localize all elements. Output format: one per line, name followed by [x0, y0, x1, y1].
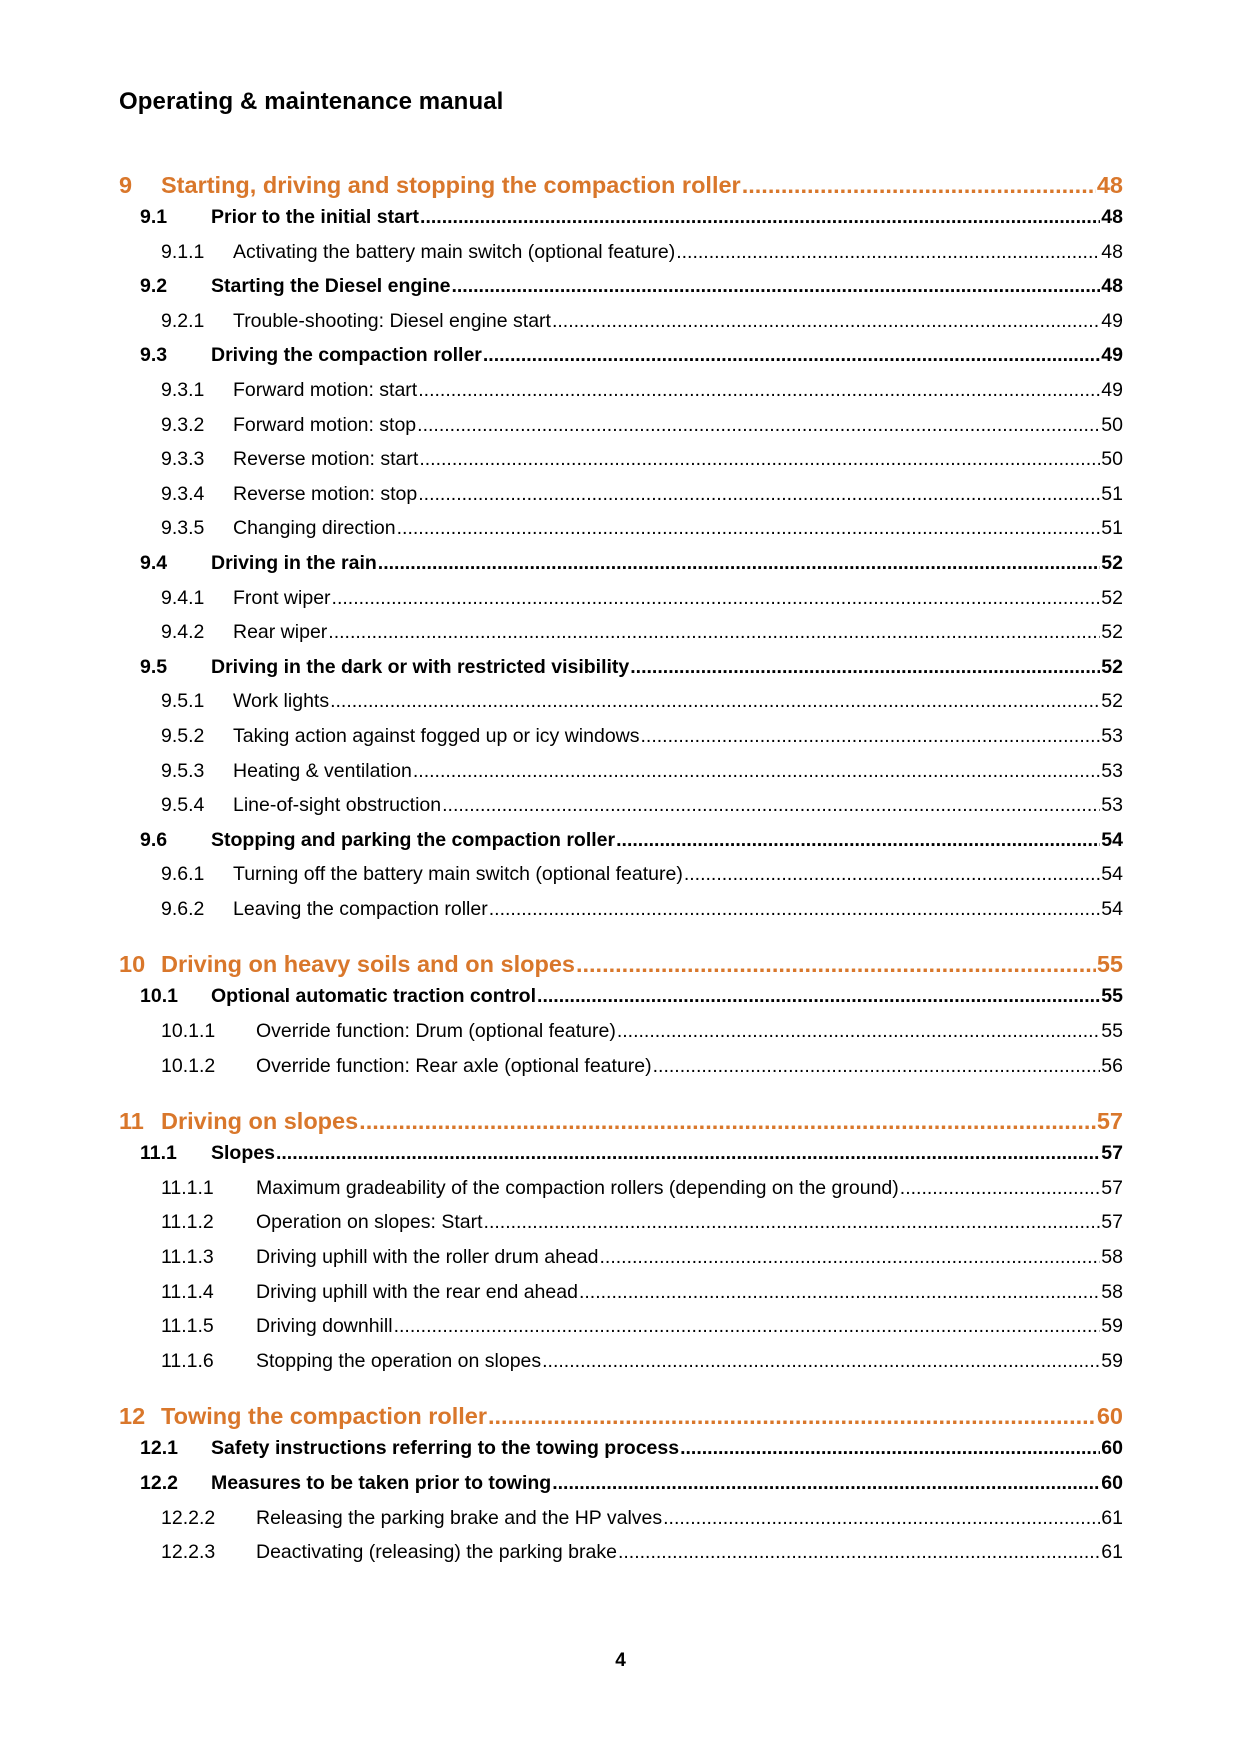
toc-entry-page: 56	[1101, 1054, 1123, 1077]
dot-leader	[328, 621, 1100, 644]
toc-subsection-entry[interactable]	[119, 1211, 1123, 1246]
toc-entry-number: 12.1	[140, 1437, 178, 1460]
dot-leader	[663, 1507, 1100, 1530]
toc-entry-page: 49	[1101, 309, 1123, 332]
toc-entry-page: 55	[1096, 951, 1123, 978]
toc-subsection-entry[interactable]	[119, 863, 1123, 898]
toc-entry-page: 53	[1101, 724, 1123, 747]
toc-entry-page: 53	[1101, 794, 1123, 817]
toc-subsection-entry[interactable]	[119, 1281, 1123, 1316]
toc-entry-title: Driving downhill	[256, 1315, 393, 1338]
dot-leader	[276, 1142, 1100, 1165]
toc-entry-number: 9.5	[140, 655, 168, 678]
toc-entry-title: Deactivating (releasing) the parking brake	[256, 1541, 617, 1564]
toc-entry-number: 9.3.1	[161, 378, 205, 401]
toc-entry-page: 57	[1096, 1108, 1123, 1135]
dot-leader	[618, 1541, 1100, 1564]
toc-entry-number: 9.3	[140, 344, 168, 367]
dot-leader	[442, 794, 1100, 817]
toc-chapter-entry[interactable]	[119, 1108, 1123, 1142]
dot-leader	[552, 1472, 1100, 1495]
toc-entry-page: 55	[1101, 1020, 1123, 1043]
toc-entry-title: Stopping the operation on slopes	[256, 1349, 542, 1372]
toc-entry-page: 57	[1101, 1211, 1123, 1234]
dot-leader	[742, 172, 1096, 199]
toc-entry-page: 48	[1101, 206, 1123, 228]
dot-leader	[900, 1177, 1101, 1200]
toc-entry-number: 9	[119, 172, 133, 198]
toc-entry-page: 60	[1101, 1472, 1123, 1494]
dot-leader	[600, 1246, 1101, 1269]
page-header: Operating & maintenance manual	[119, 88, 504, 115]
toc-entry-page: 48	[1101, 240, 1123, 263]
toc-subsection-entry[interactable]	[119, 794, 1123, 829]
toc-section-entry[interactable]	[119, 1472, 1123, 1507]
toc-entry-number: 9.2	[140, 275, 168, 298]
toc-entry-title: Reverse motion: start	[233, 448, 419, 471]
toc-entry-number: 9.6.2	[161, 897, 205, 920]
dot-leader	[489, 898, 1101, 921]
toc-entry-title: Line-of-sight obstruction	[233, 794, 442, 817]
toc-entry-number: 11.1.1	[161, 1176, 214, 1199]
toc-section-entry[interactable]	[119, 344, 1123, 379]
dot-leader	[684, 863, 1100, 886]
toc-entry-page: 50	[1101, 448, 1123, 471]
toc-entry-page: 50	[1101, 413, 1123, 436]
toc-section-entry[interactable]	[119, 1437, 1123, 1472]
toc-entry-number: 9.3.4	[161, 482, 205, 505]
toc-entry-title: Work lights	[233, 690, 330, 713]
dot-leader	[378, 552, 1101, 575]
toc-entry-title: Driving on heavy soils and on slopes	[161, 951, 575, 978]
dot-leader	[418, 379, 1100, 402]
toc-section-entry[interactable]	[119, 829, 1123, 864]
toc-entry-title: Driving in the rain	[211, 551, 377, 574]
toc-subsection-entry[interactable]	[119, 690, 1123, 725]
toc-section-entry[interactable]	[119, 656, 1123, 691]
dot-leader	[420, 206, 1100, 229]
toc-entry-number: 10	[119, 951, 146, 978]
toc-entry-number: 9.3.2	[161, 413, 205, 436]
dot-leader	[680, 1437, 1100, 1460]
toc-entry-title: Front wiper	[233, 586, 331, 609]
toc-entry-page: 57	[1101, 1176, 1123, 1199]
toc-subsection-entry[interactable]	[119, 414, 1123, 449]
dot-leader	[397, 517, 1101, 540]
toc-entry-page: 59	[1101, 1349, 1123, 1372]
toc-entry-number: 9.5.2	[161, 724, 205, 747]
page-number: 4	[615, 1650, 626, 1671]
toc-entry-page: 60	[1101, 1437, 1123, 1460]
toc-subsection-entry[interactable]	[119, 1350, 1123, 1385]
toc-entry-title: Safety instructions referring to the towing process	[211, 1437, 680, 1460]
toc-entry-title: Turning off the battery main switch (optional feature)	[233, 863, 683, 886]
toc-entry-number: 9.1.1	[161, 240, 205, 263]
toc-entry-number: 9.3.5	[161, 517, 205, 540]
toc-entry-page: 55	[1101, 985, 1123, 1008]
toc-entry-page: 58	[1101, 1246, 1123, 1269]
toc-entry-number: 9.3.3	[161, 448, 205, 471]
toc-chapter-entry[interactable]	[119, 951, 1123, 985]
dot-leader	[617, 1020, 1100, 1043]
dot-leader	[451, 275, 1100, 298]
toc-entry-title: Rear wiper	[233, 621, 328, 644]
toc-entry-title: Driving on slopes	[161, 1108, 359, 1135]
dot-leader	[394, 1315, 1101, 1338]
toc-entry-number: 9.5.1	[161, 690, 205, 713]
dot-leader	[484, 1211, 1101, 1234]
toc-entry-number: 9.1	[140, 206, 168, 228]
toc-subsection-entry[interactable]	[119, 310, 1123, 345]
toc-entry-title: Slopes	[211, 1142, 275, 1165]
dot-leader	[641, 725, 1101, 748]
toc-entry-number: 10.1.1	[161, 1020, 216, 1043]
toc-entry-title: Taking action against fogged up or icy windows	[233, 724, 640, 747]
toc-entry-page: 52	[1101, 586, 1123, 609]
dot-leader	[330, 690, 1100, 713]
toc-subsection-entry[interactable]	[119, 725, 1123, 760]
toc-entry-number: 9.5.3	[161, 759, 205, 782]
toc-entry-page: 61	[1101, 1506, 1123, 1529]
dot-leader	[332, 587, 1101, 610]
toc-subsection-entry[interactable]	[119, 483, 1123, 518]
toc-section-entry[interactable]	[119, 206, 1123, 241]
toc-subsection-entry[interactable]	[119, 1177, 1123, 1212]
toc-entry-page: 54	[1101, 897, 1123, 920]
toc-entry-page: 52	[1101, 621, 1123, 644]
toc-entry-title: Maximum gradeability of the compaction rollers (depending on the ground)	[256, 1176, 899, 1199]
toc-entry-title: Driving in the dark or with restricted visibility	[211, 655, 630, 678]
table-of-contents	[119, 172, 1123, 1576]
toc-entry-number: 9.6	[140, 828, 168, 851]
toc-entry-title: Override function: Rear axle (optional feature)	[256, 1054, 652, 1077]
toc-entry-title: Activating the battery main switch (optional feature)	[233, 240, 676, 263]
toc-entry-title: Optional automatic traction control	[211, 985, 537, 1008]
dot-leader	[542, 1350, 1100, 1373]
toc-entry-title: Reverse motion: stop	[233, 482, 418, 505]
toc-entry-number: 9.2.1	[161, 309, 205, 332]
dot-leader	[413, 760, 1100, 783]
toc-entry-number: 11.1	[140, 1142, 177, 1165]
toc-chapter-entry[interactable]	[119, 1403, 1123, 1437]
toc-entry-title: Operation on slopes: Start	[256, 1211, 483, 1234]
dot-leader	[419, 448, 1100, 471]
toc-subsection-entry[interactable]	[119, 587, 1123, 622]
toc-entry-page: 52	[1101, 551, 1123, 574]
toc-subsection-entry[interactable]	[119, 241, 1123, 276]
toc-entry-number: 12	[119, 1403, 146, 1430]
toc-entry-page: 52	[1101, 655, 1123, 678]
toc-entry-title: Leaving the compaction roller	[233, 897, 488, 920]
toc-entry-page: 58	[1101, 1280, 1123, 1303]
toc-entry-number: 10.1.2	[161, 1054, 216, 1077]
dot-leader	[488, 1403, 1096, 1430]
toc-entry-number: 12.2	[140, 1472, 178, 1494]
toc-entry-number: 11.1.3	[161, 1246, 214, 1269]
dot-leader	[417, 414, 1100, 437]
dot-leader	[359, 1108, 1096, 1135]
toc-entry-page: 51	[1101, 482, 1123, 505]
toc-entry-title: Starting, driving and stopping the compaction roller	[161, 172, 741, 198]
toc-entry-number: 12.2.3	[161, 1541, 216, 1564]
toc-entry-number: 9.4.1	[161, 586, 205, 609]
toc-entry-title: Driving uphill with the rear end ahead	[256, 1280, 578, 1303]
toc-entry-number: 11.1.2	[161, 1211, 214, 1234]
toc-entry-title: Measures to be taken prior to towing	[211, 1472, 552, 1494]
toc-entry-page: 49	[1101, 378, 1123, 401]
toc-entry-title: Towing the compaction roller	[161, 1403, 487, 1430]
dot-leader	[552, 310, 1100, 333]
toc-entry-number: 11.1.4	[161, 1280, 214, 1303]
toc-section-entry[interactable]	[119, 1142, 1123, 1177]
dot-leader	[537, 985, 1100, 1008]
toc-entry-number: 11.1.6	[161, 1349, 214, 1372]
toc-entry-number: 9.4	[140, 551, 168, 574]
toc-entry-page: 54	[1101, 863, 1123, 886]
toc-entry-title: Forward motion: stop	[233, 413, 417, 436]
toc-entry-page: 60	[1096, 1403, 1123, 1430]
toc-section-entry[interactable]	[119, 552, 1123, 587]
dot-leader	[576, 951, 1096, 978]
toc-entry-title: Stopping and parking the compaction roller	[211, 828, 616, 851]
toc-entry-page: 61	[1101, 1541, 1123, 1564]
toc-entry-title: Releasing the parking brake and the HP valves	[256, 1506, 663, 1529]
toc-entry-page: 51	[1101, 517, 1123, 540]
toc-entry-page: 53	[1101, 759, 1123, 782]
toc-section-entry[interactable]	[119, 985, 1123, 1020]
dot-leader	[653, 1055, 1101, 1078]
toc-entry-number: 11	[119, 1108, 144, 1135]
toc-subsection-entry[interactable]	[119, 1246, 1123, 1281]
toc-entry-number: 10.1	[140, 985, 178, 1008]
toc-entry-page: 48	[1101, 275, 1123, 298]
dot-leader	[676, 241, 1100, 264]
dot-leader	[579, 1281, 1100, 1304]
toc-entry-title: Changing direction	[233, 517, 396, 540]
toc-subsection-entry[interactable]	[119, 898, 1123, 933]
toc-entry-title: Forward motion: start	[233, 378, 418, 401]
toc-entry-page: 59	[1101, 1315, 1123, 1338]
toc-entry-page: 52	[1101, 690, 1123, 713]
toc-entry-title: Heating & ventilation	[233, 759, 412, 782]
toc-entry-title: Prior to the initial start	[211, 206, 420, 228]
toc-chapter-entry[interactable]	[119, 172, 1123, 206]
toc-entry-title: Override function: Drum (optional feature)	[256, 1020, 616, 1043]
dot-leader	[483, 344, 1100, 367]
dot-leader	[418, 483, 1100, 506]
dot-leader	[616, 829, 1100, 852]
toc-entry-title: Starting the Diesel engine	[211, 275, 451, 298]
toc-entry-page: 49	[1101, 344, 1123, 367]
toc-entry-number: 9.4.2	[161, 621, 205, 644]
toc-subsection-entry[interactable]	[119, 1507, 1123, 1542]
toc-entry-number: 12.2.2	[161, 1506, 216, 1529]
toc-subsection-entry[interactable]	[119, 448, 1123, 483]
toc-entry-number: 11.1.5	[161, 1315, 214, 1338]
toc-entry-title: Driving uphill with the roller drum ahead	[256, 1246, 599, 1269]
dot-leader	[630, 656, 1100, 679]
toc-subsection-entry[interactable]	[119, 517, 1123, 552]
toc-subsection-entry[interactable]	[119, 621, 1123, 656]
toc-section-entry[interactable]	[119, 275, 1123, 310]
toc-entry-number: 9.6.1	[161, 863, 205, 886]
toc-entry-title: Trouble-shooting: Diesel engine start	[233, 309, 551, 332]
toc-entry-page: 57	[1101, 1142, 1123, 1165]
toc-entry-page: 48	[1096, 172, 1123, 198]
toc-subsection-entry[interactable]	[119, 1315, 1123, 1350]
toc-subsection-entry[interactable]	[119, 760, 1123, 795]
toc-entry-number: 9.5.4	[161, 794, 205, 817]
toc-subsection-entry[interactable]	[119, 379, 1123, 414]
toc-entry-page: 54	[1101, 828, 1123, 851]
toc-entry-title: Driving the compaction roller	[211, 344, 482, 367]
toc-subsection-entry[interactable]	[119, 1020, 1123, 1055]
toc-subsection-entry[interactable]	[119, 1055, 1123, 1090]
toc-subsection-entry[interactable]	[119, 1541, 1123, 1576]
